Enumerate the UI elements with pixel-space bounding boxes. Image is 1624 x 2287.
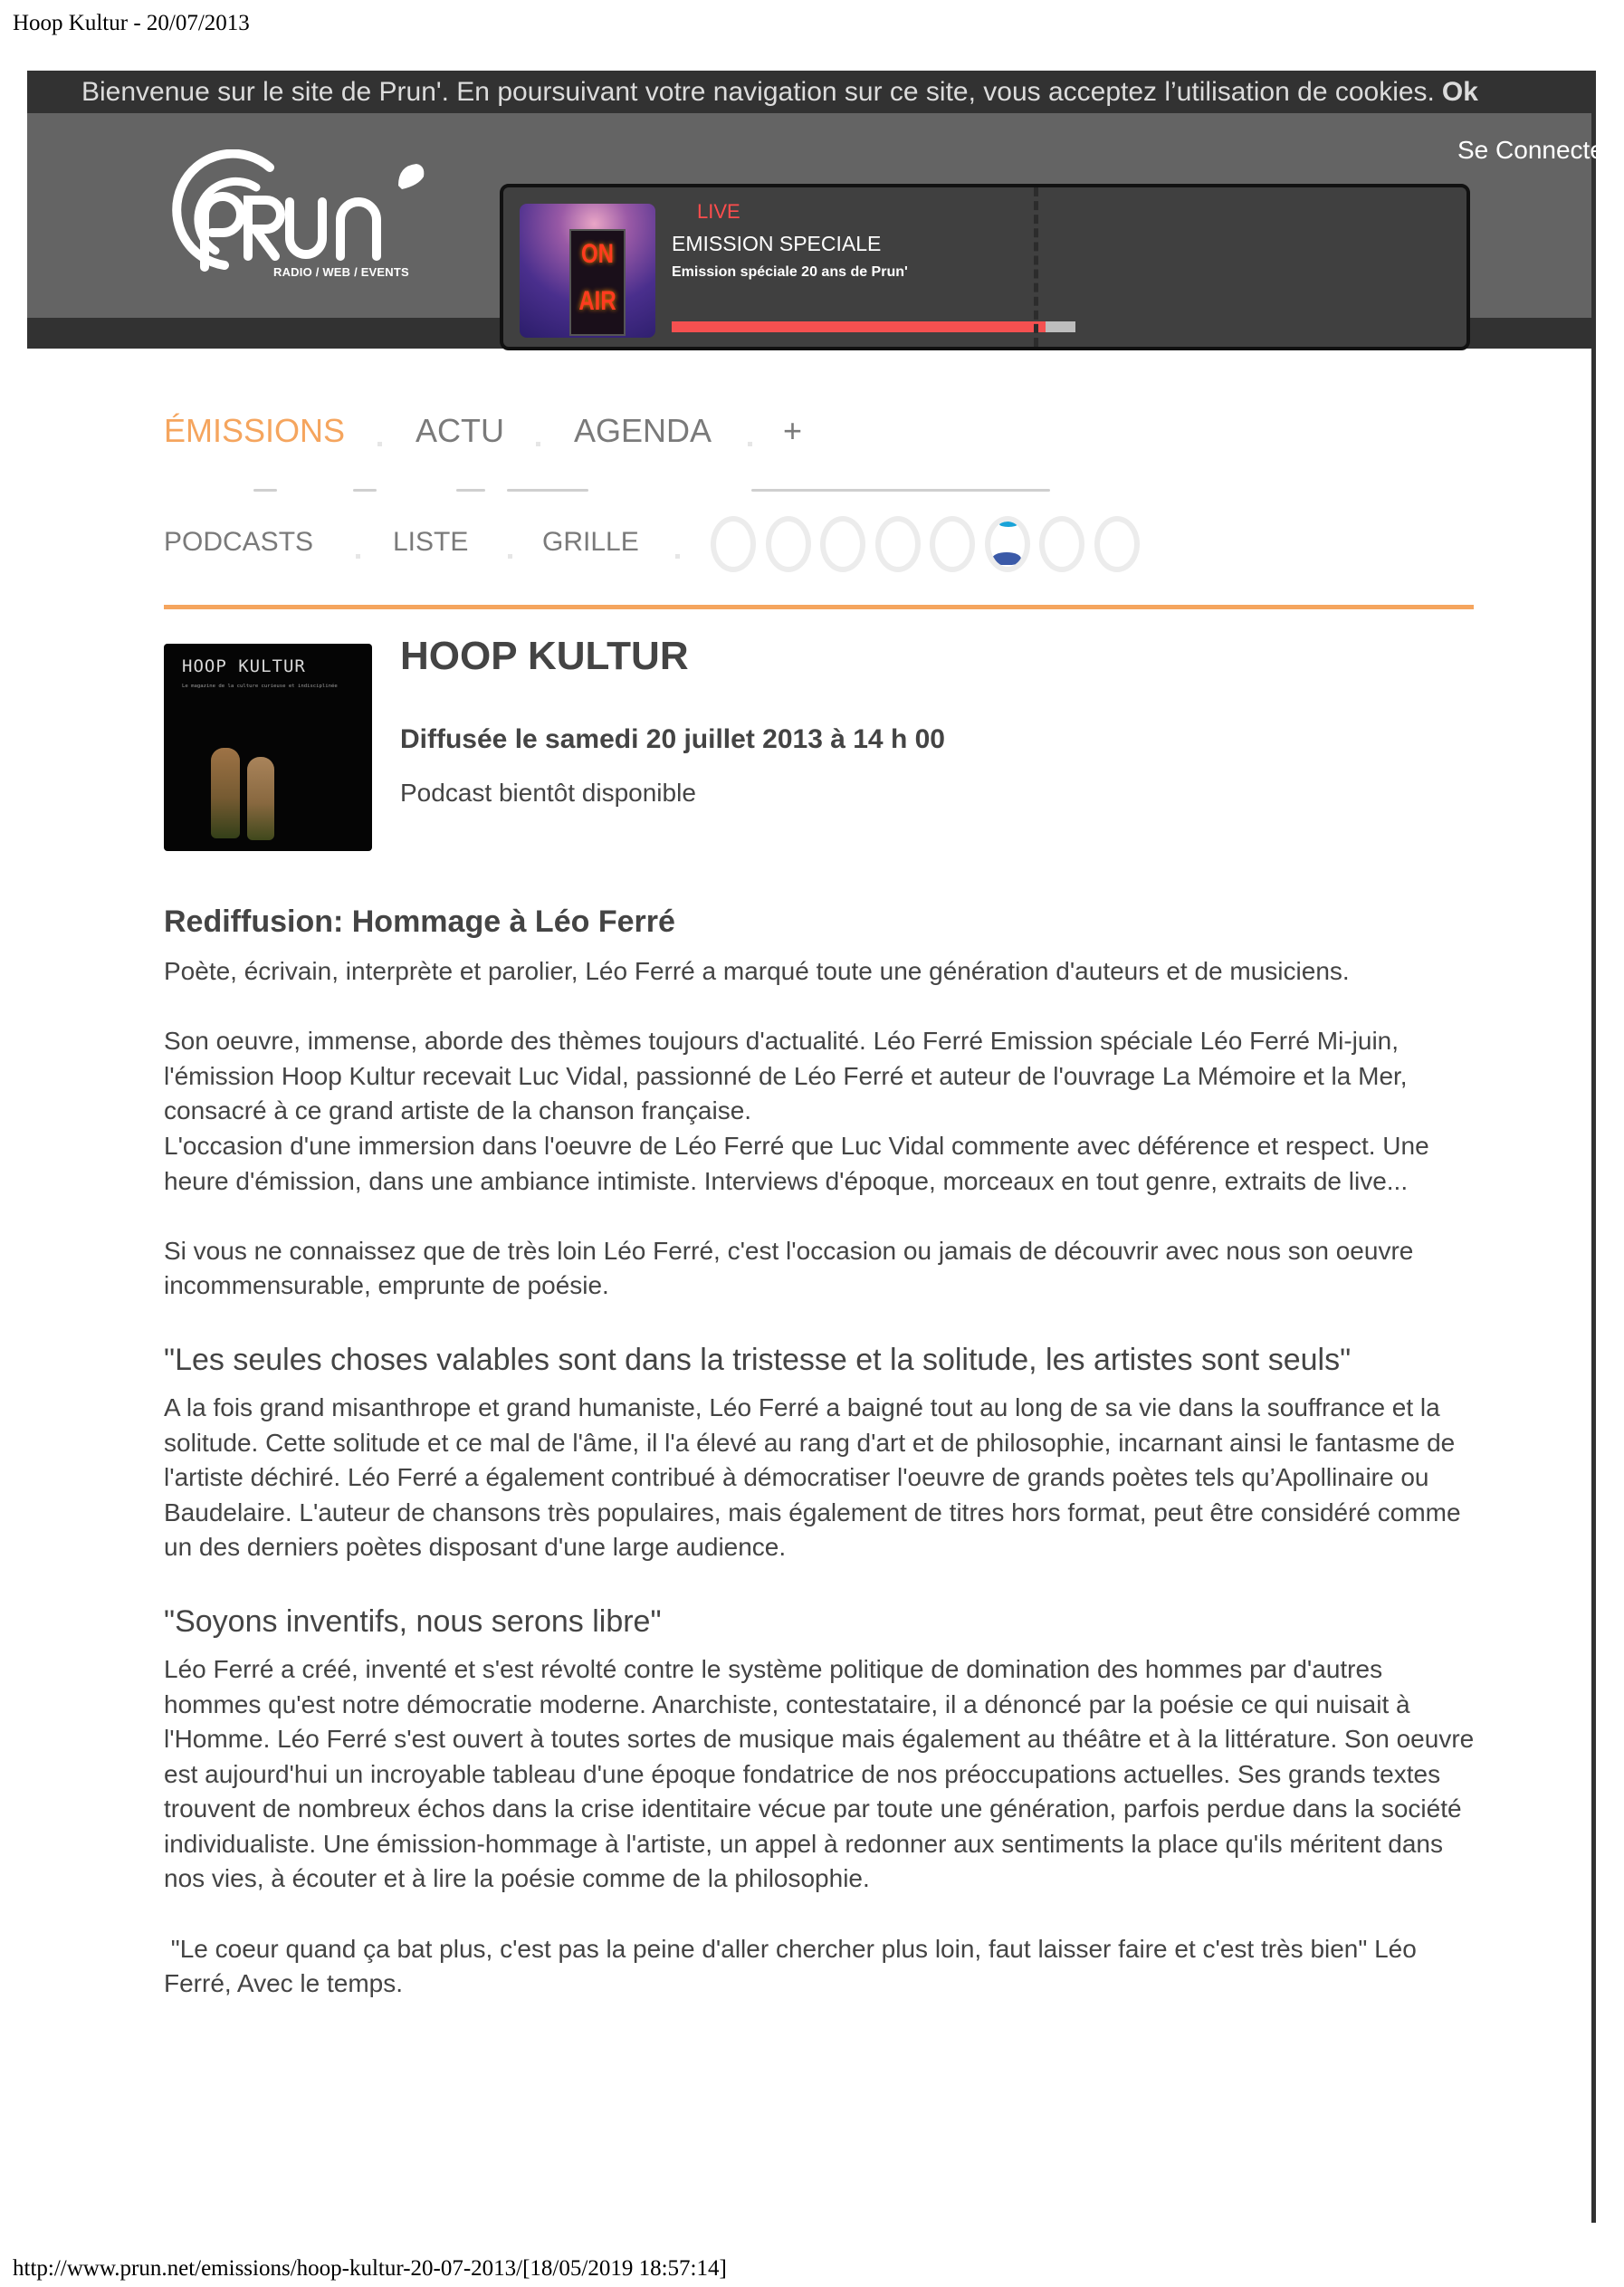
clipped-mark — [456, 489, 485, 492]
article-paragraph: Léo Ferré a créé, inventé et s'est révolté contre le système politique de domination des hommes par d'autres hommes qu'est notre démocratie moderne. Anarchiste, contestataire, il a dénoncé par la poésie ce qui nuisait à l'Homme. Léo Ferré s'est ouvert à toutes sortes de musique mais également au théâtre et à la littérature. Son oeuvre est aujourd'hui un incroyable tableau d'une époque fondatrice de nos préoccupations actuelles. Ses grands textes trouvent de nombreux échos dans la crise identitaire vécue par toute une génération, parfois perdue dans la société individualiste. Une émission-hommage à l'artiste, un appel à redonner aux sentiments la place qu'ils méritent dans nos vies, à écouter et à lire la poésie comme de la philosophie. — [164, 1654, 1475, 1893]
live-badge: LIVE — [697, 200, 740, 223]
cookie-banner — [27, 71, 1596, 113]
nav-item-agenda[interactable]: AGENDA — [574, 412, 712, 449]
cookie-ok-button[interactable]: Ok — [1441, 77, 1478, 107]
on-air-thumbnail[interactable] — [520, 204, 655, 338]
subnav-item-grille[interactable]: GRILLE — [542, 527, 639, 557]
cookie-message: Bienvenue sur le site de Prun'. En poursuivant votre navigation sur ce site, vous acceptez l’utilisation de cookies. — [81, 77, 1435, 107]
on-air-text-on: ON — [581, 239, 614, 269]
article-paragraph: A la fois grand misanthrope et grand humaniste, Léo Ferré a baigné tout au long de sa vie dans la souffrance et la solitude. Cette solitude et ce mal de l'âme, il l'a élevé au rang d'art et de philosophie, incarnant ainsi le fantasme de l'artiste déchiré. Léo Ferré a également contribué à démocratiser l'oeuvre de grands poètes tels qu’Apollinaire ou Baudelaire. L'auteur de chansons très populaires, mais également de titres hors format, peut être considéré comme un des derniers poètes disposant d'une large audience. — [164, 1392, 1461, 1562]
nav-separator — [748, 442, 752, 446]
logo-tagline: RADIO / WEB / EVENTS — [273, 265, 409, 279]
twitter-icon — [999, 522, 1017, 527]
article-quote-heading: "Les seules choses valables sont dans la tristesse et la solitude, les artistes sont seuls" — [164, 1342, 1352, 1377]
cover-title: HOOP KULTUR — [182, 656, 306, 676]
article-closing-quote: "Le coeur quand ça bat plus, c'est pas la peine d'aller chercher plus loin, faut laisser faire et c'est très bien" Léo Ferré, Avec le temps. — [164, 1934, 1424, 1998]
broadcast-date: Diffusée le samedi 20 juillet 2013 à 14 h 00 — [400, 724, 945, 754]
login-link[interactable]: Se Connecter — [1457, 136, 1613, 164]
ring-icon[interactable] — [1039, 516, 1084, 572]
player-progress-fill — [672, 321, 1046, 332]
player-progress-bar[interactable] — [672, 321, 1075, 332]
nav-item-actu[interactable]: ACTU — [416, 412, 504, 449]
player-show-title[interactable]: EMISSION SPECIALE — [672, 232, 882, 255]
ring-icon[interactable] — [766, 516, 811, 572]
ring-icon[interactable] — [1094, 516, 1140, 572]
facebook-icon — [992, 552, 1021, 565]
prun-logo[interactable] — [161, 149, 433, 281]
nav-item-more[interactable]: + — [783, 412, 803, 449]
page-title: HOOP KULTUR — [400, 634, 689, 678]
clipped-mark — [253, 489, 277, 492]
clipped-mark — [507, 489, 588, 492]
player-divider — [1034, 187, 1038, 347]
podcast-status: Podcast bientôt disponible — [400, 779, 696, 807]
clipped-mark — [751, 489, 1050, 492]
subnav-separator — [356, 554, 360, 559]
subnav-item-liste[interactable]: LISTE — [393, 527, 469, 557]
clipped-dropdown-remnant — [217, 489, 1122, 494]
article-paragraph: L'occasion d'une immersion dans l'oeuvre de Léo Ferré que Luc Vidal commente avec déférence et respect. Une heure d'émission, dans une ambiance intimiste. Interviews d'époque, morceaux en tout genre, extraits de live... — [164, 1131, 1429, 1195]
article-paragraph: Si vous ne connaissez que de très loin Léo Ferré, c'est l'occasion ou jamais de découvrir avec nous son oeuvre incommensurable, emprunte de poésie. — [164, 1236, 1414, 1300]
page-right-border — [1591, 113, 1596, 2223]
clipped-mark — [353, 489, 377, 492]
cover-figure — [247, 757, 274, 840]
show-cover-image — [164, 644, 372, 851]
article-quote-heading: "Soyons inventifs, nous serons libre" — [164, 1603, 662, 1639]
section-divider — [164, 605, 1474, 609]
share-icon[interactable] — [985, 516, 1030, 572]
ring-icon[interactable] — [875, 516, 921, 572]
article-body — [164, 902, 1476, 2002]
article-heading: Rediffusion: Hommage à Léo Ferré — [164, 904, 675, 939]
subnav-separator — [675, 554, 680, 559]
on-air-text-air: AIR — [578, 286, 616, 316]
player-show-subtitle: Emission spéciale 20 ans de Prun' — [672, 264, 908, 280]
nav-separator — [536, 442, 540, 446]
cover-figure — [211, 748, 240, 838]
ring-icon[interactable] — [930, 516, 975, 572]
subnav-separator — [508, 554, 512, 559]
ring-icon[interactable] — [820, 516, 865, 572]
print-page-title: Hoop Kultur - 20/07/2013 — [13, 11, 250, 35]
article-paragraph: Poète, écrivain, interprète et parolier, Léo Ferré a marqué toute une génération d'auteurs et de musiciens. — [164, 957, 1350, 985]
prun-logo-icon — [161, 149, 433, 281]
subnav-item-podcasts[interactable]: PODCASTS — [164, 527, 314, 557]
nav-item-emissions[interactable]: ÉMISSIONS — [164, 412, 346, 449]
nav-separator — [377, 442, 382, 446]
cover-subtitle: Le magazine de la culture curieuse et indisciplinée — [182, 684, 338, 689]
live-player — [500, 184, 1470, 350]
print-page-url: http://www.prun.net/emissions/hoop-kultur-20-07-2013/[18/05/2019 18:57:14] — [13, 2256, 727, 2281]
ring-icon[interactable] — [711, 516, 756, 572]
on-air-sign-icon — [569, 229, 626, 336]
article-paragraph: Son oeuvre, immense, aborde des thèmes toujours d'actualité. Léo Ferré Emission spéciale Léo Ferré Mi-juin, l'émission Hoop Kultur recevait Luc Vidal, passionné de Léo Ferré et auteur de l'ouvrage La Mémoire et la Mer, consacré à ce grand artiste de la chanson française. — [164, 1027, 1408, 1125]
